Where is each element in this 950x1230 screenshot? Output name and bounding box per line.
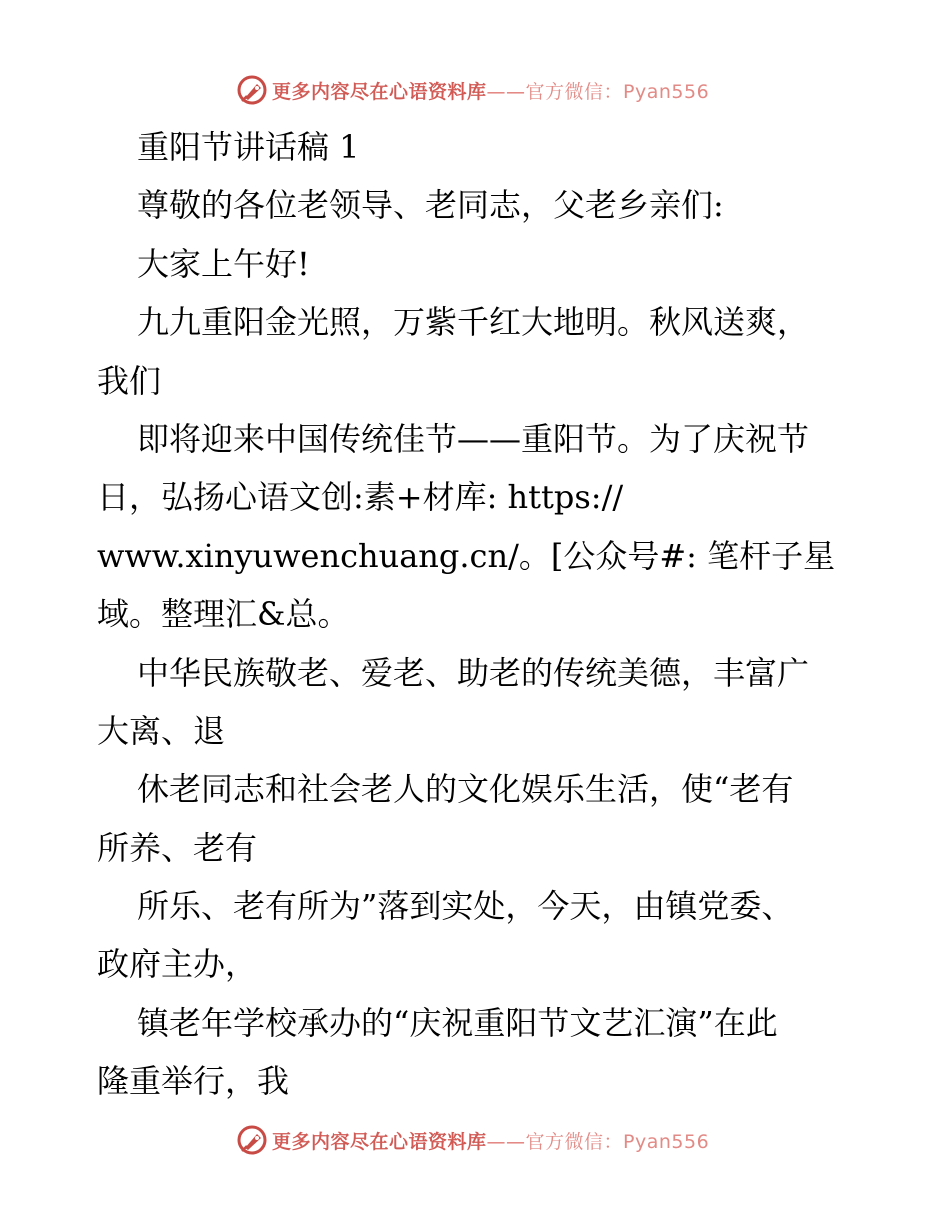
pen-nib-circle-icon bbox=[236, 1124, 268, 1156]
footer-banner-title: 更多内容尽在心语资料库 bbox=[272, 1130, 487, 1153]
document-line: 即将迎来中国传统佳节——重阳节。为了庆祝节 bbox=[137, 419, 810, 458]
pen-nib-circle-icon bbox=[236, 74, 268, 106]
document-line: 我们 bbox=[97, 361, 162, 400]
footer-banner bbox=[236, 1122, 716, 1158]
document-line: 日，弘扬心语文创:素+材库: https:// bbox=[97, 478, 624, 517]
header-banner-title: 更多内容尽在心语资料库 bbox=[272, 80, 487, 103]
footer-banner-text bbox=[272, 1127, 709, 1154]
header-banner bbox=[236, 72, 716, 108]
document-line: 政府主办， bbox=[97, 945, 258, 984]
document-line: 隆重举行，我 bbox=[97, 1062, 290, 1101]
footer-banner-wechat: 官方微信：Pyan556 bbox=[525, 1130, 710, 1153]
document-line: 大家上午好! bbox=[137, 244, 310, 283]
footer-banner-dash: —— bbox=[486, 1130, 526, 1153]
header-banner-text bbox=[272, 77, 709, 104]
document-line: 大离、退 bbox=[97, 711, 226, 750]
document-line: 所乐、老有所为”落到实处，今天，由镇党委、 bbox=[137, 887, 794, 926]
header-banner-wechat: 官方微信：Pyan556 bbox=[525, 80, 710, 103]
document-title: 重阳节讲话稿 1 bbox=[137, 128, 360, 166]
document-line: 域。整理汇&总。 bbox=[97, 595, 350, 634]
document-body bbox=[97, 118, 867, 1111]
document-line: 休老同志和社会老人的文化娱乐生活，使“老有 bbox=[137, 770, 794, 809]
document-line: www.xinyuwenchuang.cn/。[公众号#: 笔杆子星 bbox=[97, 536, 836, 575]
document-line: 中华民族敬老、爱老、助老的传统美德，丰富广 bbox=[137, 653, 810, 692]
document-line: 镇老年学校承办的“庆祝重阳节文艺汇演”在此 bbox=[137, 1003, 778, 1042]
header-banner-dash: —— bbox=[486, 80, 526, 103]
document-line: 九九重阳金光照，万紫千红大地明。秋风送爽， bbox=[137, 303, 810, 342]
document-line: 所养、老有 bbox=[97, 828, 258, 867]
document-line: 尊敬的各位老领导、老同志，父老乡亲们: bbox=[137, 186, 724, 225]
